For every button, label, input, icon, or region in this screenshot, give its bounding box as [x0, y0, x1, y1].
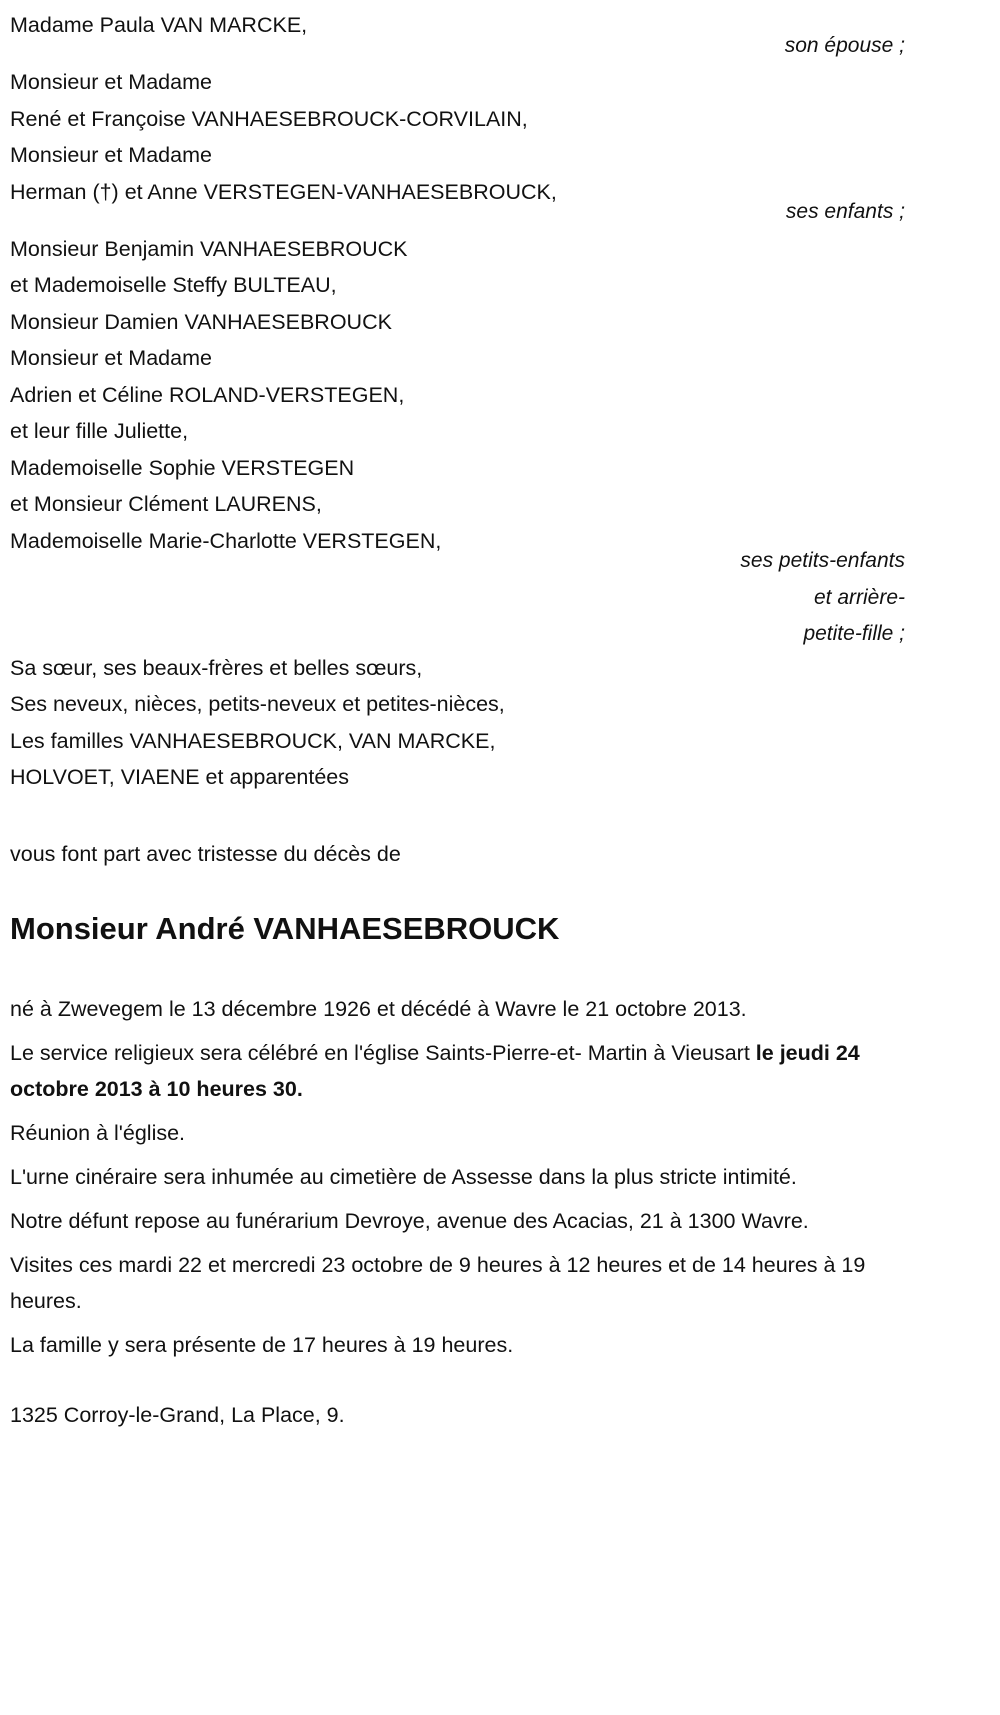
grandchildren-section	[10, 231, 905, 653]
family-line: Ses neveux, nièces, petits-neveux et petites-nièces,	[10, 692, 505, 716]
grandchildren-role: petite-fille ;	[803, 622, 905, 645]
service-info	[10, 1035, 890, 1107]
address: 1325 Corroy-le-Grand, La Place, 9.	[10, 1403, 345, 1427]
children-line: Herman (†) et Anne VERSTEGEN-VANHAESEBROUCK,	[10, 179, 557, 204]
birth-death: né à Zwevegem le 13 décembre 1926 et décédé à Wavre le 21 octobre 2013.	[10, 997, 747, 1021]
children-line: René et Françoise VANHAESEBROUCK-CORVILAIN,	[10, 106, 528, 131]
announcement: vous font part avec tristesse du décès de	[10, 841, 401, 866]
grandchildren-line: Mademoiselle Sophie VERSTEGEN	[10, 455, 355, 480]
family-line: Sa sœur, ses beaux-frères et belles sœurs,	[10, 655, 423, 680]
family-present: La famille y sera présente de 17 heures à 19 heures.	[10, 1333, 514, 1357]
grandchildren-role: et arrière-	[813, 585, 905, 609]
grandchildren-line: et Mademoiselle Steffy BULTEAU,	[10, 273, 337, 297]
children-section	[10, 64, 905, 231]
grandchildren-line: et Monsieur Clément LAURENS,	[10, 492, 322, 516]
service-date: le jeudi 24 octobre 2013 à 10 heures 30.	[10, 1041, 860, 1101]
visits-info: Visites ces mardi 22 et mercredi 23 octobre de 9 heures à 12 heures et de 14 heures à 19 heures.	[10, 1253, 866, 1313]
spouse-role: son épouse ;	[784, 33, 905, 57]
spouse-section	[10, 7, 905, 64]
grandchildren-line: Monsieur Benjamin VANHAESEBROUCK	[10, 236, 408, 261]
family-section	[10, 650, 905, 796]
children-role: ses enfants ;	[785, 200, 905, 223]
children-line: Monsieur et Madame	[10, 70, 212, 94]
children-line: Monsieur et Madame	[10, 143, 212, 167]
grandchildren-line: Monsieur Damien VANHAESEBROUCK	[10, 309, 392, 334]
service-intro: Le service religieux sera célébré en l'église Saints-Pierre-et- Martin à Vieusart	[10, 1041, 756, 1065]
family-line: HOLVOET, VIAENE et apparentées	[10, 765, 349, 789]
urn-info: L'urne cinéraire sera inhumée au cimetière de Assesse dans la plus stricte intimité.	[10, 1165, 797, 1189]
grandchildren-line: Adrien et Céline ROLAND-VERSTEGEN,	[10, 382, 405, 407]
details-section	[10, 991, 905, 1363]
grandchildren-line: Monsieur et Madame	[10, 346, 212, 370]
repose-info: Notre défunt repose au funérarium Devroye, avenue des Acacias, 21 à 1300 Wavre.	[10, 1209, 809, 1233]
grandchildren-line: Mademoiselle Marie-Charlotte VERSTEGEN,	[10, 528, 442, 553]
spouse-line: Madame Paula VAN MARCKE,	[10, 13, 308, 37]
grandchildren-role: ses petits-enfants	[740, 549, 905, 572]
reunion: Réunion à l'église.	[10, 1121, 186, 1145]
deceased-name: Monsieur André VANHAESEBROUCK	[10, 911, 560, 946]
family-line: Les familles VANHAESEBROUCK, VAN MARCKE,	[10, 728, 496, 753]
grandchildren-line: et leur fille Juliette,	[10, 419, 189, 443]
